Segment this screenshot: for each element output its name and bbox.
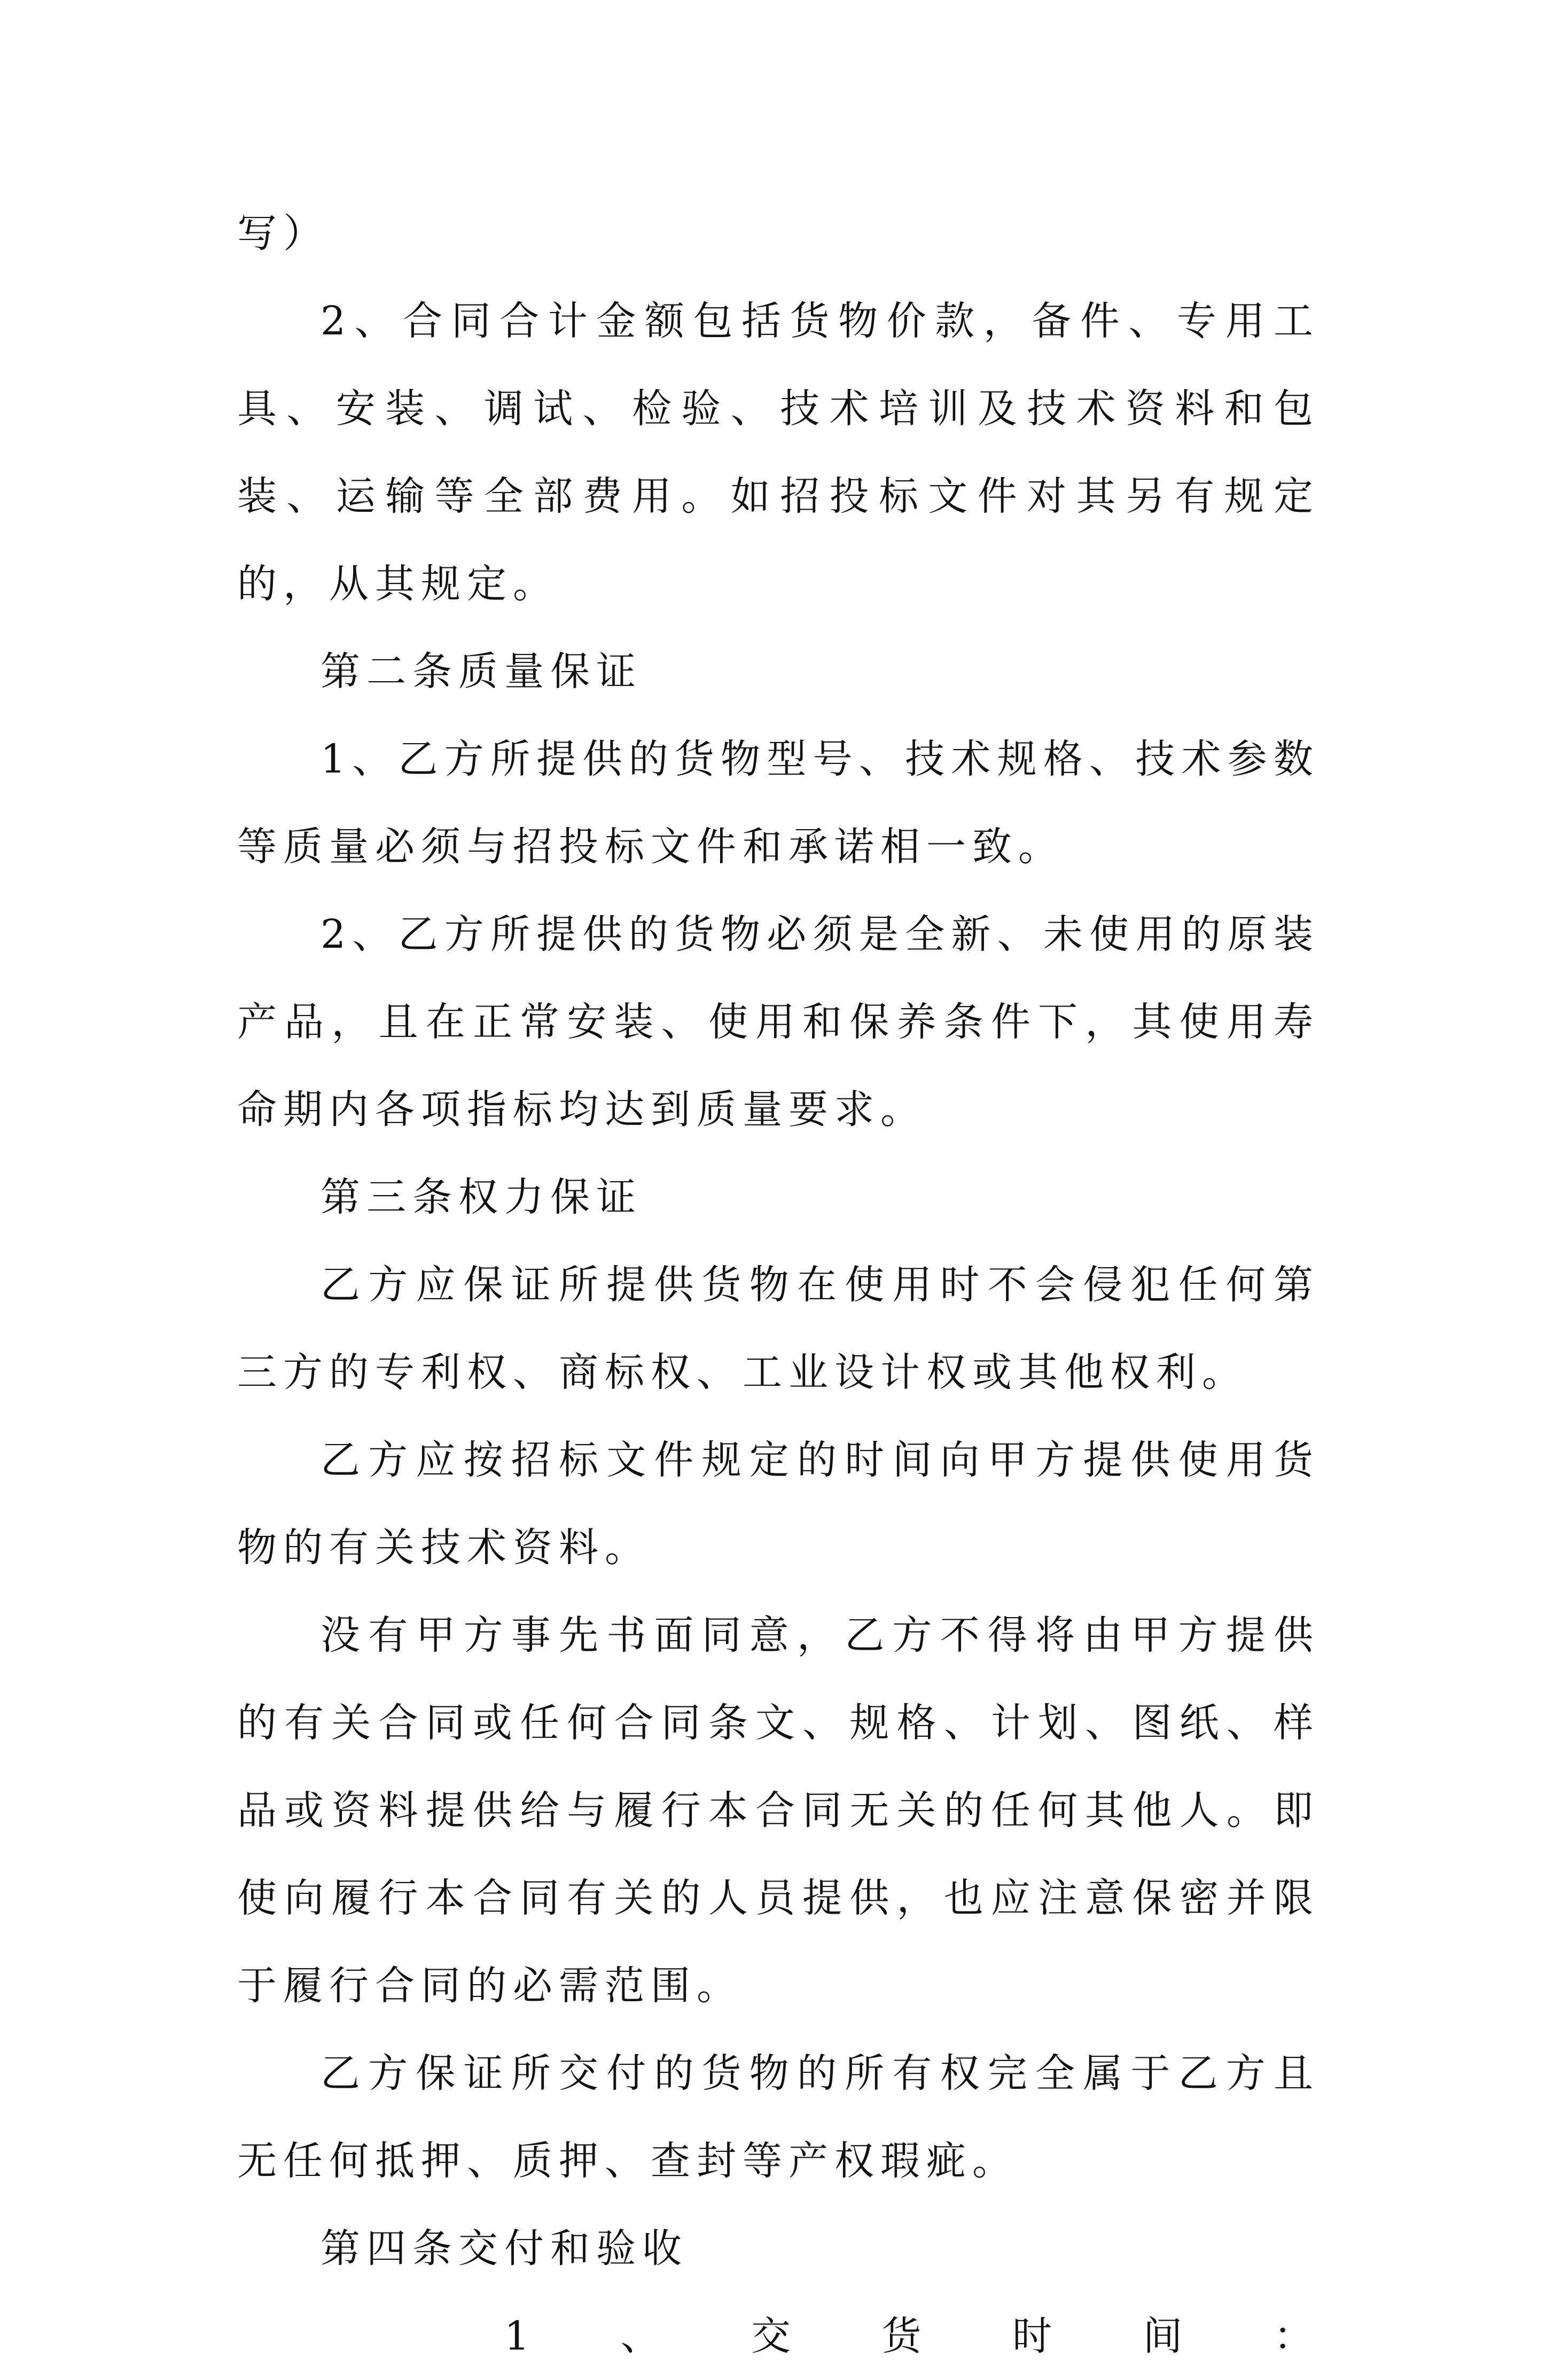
paragraph-contract-amount: 2、合同合计金额包括货物价款，备件、专用工具、安装、调试、检验、技术培训及技术资料和包装、运输等全部费用。如招投标文件对其另有规定的，从其规定。 bbox=[237, 298, 1319, 607]
paragraph-quality-2: 2、乙方所提供的货物必须是全新、未使用的原装产品，且在正常安装、使用和保养条件下，其使用寿命期内各项指标均达到质量要求。 bbox=[237, 911, 1319, 1133]
heading-article-2: 第二条质量保证 bbox=[321, 649, 642, 695]
paragraph-delivery-time: 1、交货时间： bbox=[504, 2313, 1319, 2359]
paragraph-confidentiality: 没有甲方事先书面同意，乙方不得将由甲方提供的有关合同或任何合同条文、规格、计划、图纸、样品或资料提供给与履行本合同无关的任何其他人。即使向履行本合同有关的人员提供，也应注意保密并限于履行合同的必需范围。 bbox=[237, 1612, 1319, 2009]
paragraph-rights-2: 乙方应按招标文件规定的时间向甲方提供使用货物的有关技术资料。 bbox=[237, 1437, 1319, 1571]
paragraph-continuation: 写） bbox=[237, 210, 329, 256]
heading-article-4: 第四条交付和验收 bbox=[321, 2226, 688, 2272]
document-body bbox=[237, 190, 1319, 2380]
heading-article-3: 第三条权力保证 bbox=[321, 1174, 642, 1220]
paragraph-quality-1: 1、乙方所提供的货物型号、技术规格、技术参数等质量必须与招投标文件和承诺相一致。 bbox=[237, 736, 1319, 870]
paragraph-rights-1: 乙方应保证所提供货物在使用时不会侵犯任何第三方的专利权、商标权、工业设计权或其他权利。 bbox=[237, 1262, 1319, 1395]
paragraph-ownership: 乙方保证所交付的货物的所有权完全属于乙方且无任何抵押、质押、查封等产权瑕疵。 bbox=[237, 2050, 1319, 2184]
